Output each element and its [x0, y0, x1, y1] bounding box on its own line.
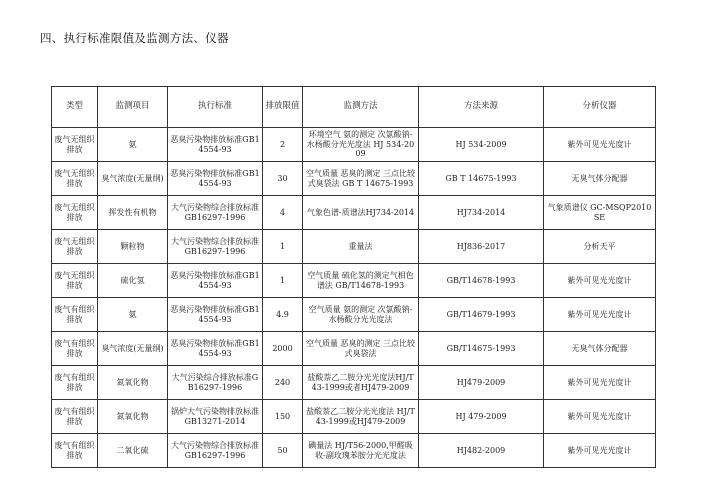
cell-item: 氮氧化物 — [98, 400, 168, 434]
cell-source: HJ479-2009 — [419, 366, 544, 400]
table-row — [52, 196, 656, 230]
cell-instrument: 分析天平 — [544, 230, 656, 264]
table-row — [52, 128, 656, 162]
cell-instrument: 紫外可见光光度计 — [544, 264, 656, 298]
cell-instrument: 气象质谱仪 GC-MSQP2010SE — [544, 196, 656, 230]
cell-type: 废气无组织排放 — [52, 264, 98, 298]
cell-standard: 恶臭污染物排放标准GB14554-93 — [168, 264, 263, 298]
cell-method: 环境空气 氨的测定 次氯酸钠-水杨酸分光光度法 HJ 534-2009 — [303, 128, 419, 162]
cell-instrument: 无臭气体分配器 — [544, 332, 656, 366]
table-row — [52, 400, 656, 434]
cell-type: 废气无组织排放 — [52, 230, 98, 264]
cell-type: 废气有组织排放 — [52, 298, 98, 332]
table-row — [52, 366, 656, 400]
header-instrument: 分析仪器 — [544, 87, 656, 128]
table-row — [52, 230, 656, 264]
cell-limit: 240 — [263, 366, 303, 400]
cell-item: 颗粒物 — [98, 230, 168, 264]
cell-type: 废气有组织排放 — [52, 434, 98, 468]
cell-source: HJ734-2014 — [419, 196, 544, 230]
section-heading: 四、执行标准限值及监测方法、仪器 — [40, 31, 229, 45]
cell-standard: 大气污染物综合排放标准GB16297-1996 — [168, 230, 263, 264]
cell-method: 碘量法 HJ/T56-2000,甲醛吸收-副玫瑰苯胺分光光度法 — [303, 434, 419, 468]
cell-instrument: 紫外可见光光度计 — [544, 400, 656, 434]
cell-source: HJ482-2009 — [419, 434, 544, 468]
cell-source: GB T 14675-1993 — [419, 162, 544, 196]
cell-source: HJ836-2017 — [419, 230, 544, 264]
cell-limit: 50 — [263, 434, 303, 468]
cell-item: 臭气浓度(无量纲) — [98, 162, 168, 196]
cell-type: 废气无组织排放 — [52, 196, 98, 230]
cell-limit: 150 — [263, 400, 303, 434]
table-row — [52, 162, 656, 196]
cell-source: GB/T14675-1993 — [419, 332, 544, 366]
cell-instrument: 紫外可见光光度计 — [544, 128, 656, 162]
cell-limit: 1 — [263, 264, 303, 298]
cell-limit: 2000 — [263, 332, 303, 366]
table-row — [52, 332, 656, 366]
cell-type: 废气无组织排放 — [52, 128, 98, 162]
table-row — [52, 298, 656, 332]
cell-source: HJ 479-2009 — [419, 400, 544, 434]
header-item: 监测项目 — [98, 87, 168, 128]
cell-type: 废气有组织排放 — [52, 366, 98, 400]
header-source: 方法来源 — [419, 87, 544, 128]
cell-limit: 4 — [263, 196, 303, 230]
cell-method: 空气质量 恶臭的测定 三点比较式臭袋法 — [303, 332, 419, 366]
cell-standard: 锅炉大气污染物排放标准GB13271-2014 — [168, 400, 263, 434]
cell-source: GB/T14679-1993 — [419, 298, 544, 332]
cell-source: HJ 534-2009 — [419, 128, 544, 162]
cell-method: 盐酸萘乙二胺分光光度法 HJ/T 43-1999或HJ479-2009 — [303, 400, 419, 434]
cell-standard: 恶臭污染物排放标准GB14554-93 — [168, 128, 263, 162]
cell-method: 空气质量 氨的测定 次氯酸钠-水杨酸分光光度法 — [303, 298, 419, 332]
cell-standard: 恶臭污染物排放标准GB14554-93 — [168, 298, 263, 332]
cell-limit: 4.9 — [263, 298, 303, 332]
cell-limit: 1 — [263, 230, 303, 264]
header-limit: 排放限值 — [263, 87, 303, 128]
cell-type: 废气有组织排放 — [52, 332, 98, 366]
cell-limit: 30 — [263, 162, 303, 196]
cell-instrument: 紫外可见光光度计 — [544, 434, 656, 468]
cell-item: 氨 — [98, 298, 168, 332]
cell-standard: 恶臭污染物排放标准GB14554-93 — [168, 332, 263, 366]
cell-standard: 大气污染综合排放标准GB16297-1996 — [168, 366, 263, 400]
standards-table — [51, 86, 656, 468]
cell-method: 盐酸萘乙二胺分光光度法HJ/T 43-1999或者HJ479-2009 — [303, 366, 419, 400]
cell-item: 臭气浓度(无量纲) — [98, 332, 168, 366]
header-method: 监测方法 — [303, 87, 419, 128]
cell-instrument: 无臭气体分配器 — [544, 162, 656, 196]
table-row — [52, 434, 656, 468]
cell-item: 硫化氢 — [98, 264, 168, 298]
cell-limit: 2 — [263, 128, 303, 162]
cell-method: 空气质量 硫化氢的测定气相色谱法 GB/T14678-1993 — [303, 264, 419, 298]
header-type: 类型 — [52, 87, 98, 128]
cell-type: 废气无组织排放 — [52, 162, 98, 196]
cell-standard: 大气污染物综合排放标准GB16297-1996 — [168, 196, 263, 230]
cell-standard: 恶臭污染物排放标准GB14554-93 — [168, 162, 263, 196]
cell-method: 重量法 — [303, 230, 419, 264]
table-row — [52, 264, 656, 298]
cell-standard: 大气污染物综合排放标准GB16297-1996 — [168, 434, 263, 468]
cell-instrument: 紫外可见光光度计 — [544, 298, 656, 332]
cell-type: 废气有组织排放 — [52, 400, 98, 434]
cell-item: 氮氧化物 — [98, 366, 168, 400]
cell-item: 挥发性有机物 — [98, 196, 168, 230]
header-standard: 执行标准 — [168, 87, 263, 128]
cell-instrument: 紫外可见光光度计 — [544, 366, 656, 400]
cell-source: GB/T14678-1993 — [419, 264, 544, 298]
cell-item: 氨 — [98, 128, 168, 162]
cell-method: 空气质量 恶臭的测定 三点比较式臭袋法 GB T 14675-1993 — [303, 162, 419, 196]
table-header-row — [52, 87, 656, 128]
cell-method: 气象色谱-质谱法HJ734-2014 — [303, 196, 419, 230]
cell-item: 二氧化硫 — [98, 434, 168, 468]
